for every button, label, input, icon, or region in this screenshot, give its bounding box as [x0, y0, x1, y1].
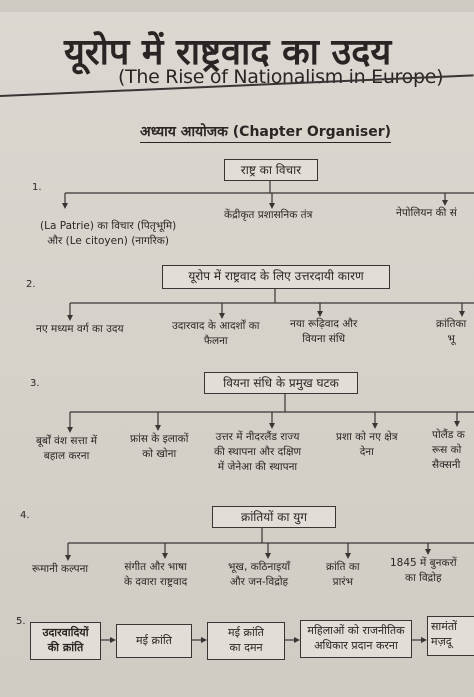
section-2-item-3-line-2: वियना संधि — [302, 333, 346, 345]
section-1-heading-box — [224, 159, 318, 181]
section-3-item-3 — [214, 430, 301, 475]
section-4-item-1-line-1: रूमानी कल्पना — [32, 563, 89, 575]
page-title: यूरोप में राष्ट्रवाद का उदय — [64, 32, 392, 73]
section-3-item-3-line-1: उत्तर में नीदरलैंड राज्य — [215, 431, 300, 443]
flow-step-2-line-1: मई क्रांति — [136, 634, 172, 647]
section-2-item-3-line-1: नया रूढ़िवाद और — [290, 318, 358, 330]
section-3-item-5-line-2: रूस को — [432, 444, 462, 456]
section-2-item-1-line-1: नए मध्यम वर्ग का उदय — [36, 323, 124, 335]
section-3-item-4-line-1: प्रशा को नए क्षेत्र — [336, 431, 398, 443]
section-4-item-3 — [228, 560, 290, 590]
section-2-number: 2. — [26, 279, 36, 290]
flow-step-1-line-1: उदारवादियों — [42, 626, 89, 639]
section-3-number: 3. — [30, 378, 40, 389]
flow-step-1-line-2: की क्रांति — [47, 641, 84, 654]
section-4-heading: क्रांतियों का युग — [240, 510, 307, 524]
section-4-item-4 — [326, 560, 360, 590]
section-1-heading: राष्ट्र का विचार — [240, 163, 302, 177]
section-3-item-4-line-2: देना — [359, 446, 374, 458]
flow-step-3-line-2: का दमन — [229, 641, 263, 654]
section-4-item-1 — [32, 562, 88, 577]
section-1-item-2 — [224, 208, 312, 223]
section-3-heading-box — [204, 372, 358, 394]
section-3-item-2-line-1: फ्रांस के इलाकों — [130, 433, 189, 445]
section-3-item-4 — [336, 430, 398, 460]
section-4-item-5 — [390, 556, 457, 586]
flow-step-4-line-2: अधिकार प्रदान करना — [314, 639, 398, 652]
section-3-item-1-line-2: बहाल करना — [43, 450, 90, 462]
section-3-item-3-line-3: में जेनेआ की स्थापना — [217, 461, 298, 473]
section-3-item-2-line-2: को खोना — [142, 448, 177, 460]
section-3-item-2 — [130, 432, 188, 462]
section-4-item-2 — [124, 560, 187, 590]
flow-step-4-line-1: महिलाओं को राजनीतिक — [307, 624, 405, 637]
section-4-item-3-line-1: भूख, कठिनाइयाँ — [228, 561, 291, 573]
page-subtitle: (The Rise of Nationalism in Europe) — [118, 66, 444, 88]
section-1-number: 1. — [32, 182, 42, 193]
flow-step-4 — [300, 620, 412, 658]
section-4-item-3-line-2: और जन-विद्रोह — [229, 576, 289, 588]
flow-step-2 — [116, 624, 192, 658]
section-2-item-4-line-1: क्रांतिका — [436, 318, 467, 330]
section-3-item-5-line-3: सैक्सनी — [432, 459, 461, 471]
section-4-item-4-line-1: क्रांति का — [326, 561, 360, 573]
section-4-number: 4. — [20, 510, 30, 521]
flow-step-3-line-1: मई क्रांति — [228, 626, 264, 639]
section-1-item-1-line-2: और (Le citoyen) (नागरिक) — [47, 235, 169, 247]
section-2-item-4-line-2: भू — [447, 333, 455, 345]
section-2-item-2-line-1: उदारवाद के आदर्शों का — [172, 320, 260, 332]
section-2-item-1 — [36, 322, 124, 337]
section-1-item-3 — [396, 206, 457, 221]
section-1-item-1-line-1: (La Patrie) का विचार (पितृभूमि) — [40, 220, 177, 232]
flow-step-5-line-2: मज़दू — [431, 635, 452, 648]
section-5-number: 5. — [16, 616, 26, 627]
flow-step-5 — [427, 616, 474, 656]
section-2-heading-box — [162, 265, 390, 289]
chapter-organiser-heading: अध्याय आयोजक (Chapter Organiser) — [140, 122, 391, 143]
section-3-item-1-line-1: बूर्बों वंश सत्ता में — [36, 435, 98, 447]
section-1-item-3-line-1: नेपोलियन की सं — [396, 207, 457, 219]
flow-step-1 — [30, 622, 101, 660]
section-2-item-2 — [172, 319, 260, 349]
section-4-item-4-line-2: प्रारंभ — [332, 576, 353, 588]
flow-step-5-line-1: सामंतों — [431, 620, 457, 633]
section-3-heading: वियना संधि के प्रमुख घटक — [223, 376, 339, 390]
section-2-item-4 — [436, 317, 466, 347]
section-4-item-2-line-2: के दवारा राष्ट्रवाद — [124, 576, 188, 588]
section-2-item-3 — [290, 317, 357, 347]
section-3-item-3-line-2: की स्थापना और दक्षिण — [214, 446, 302, 458]
section-4-item-5-line-2: का विद्रोह — [405, 572, 442, 584]
section-1-item-2-line-1: केंद्रीकृत प्रशासनिक तंत्र — [224, 209, 313, 221]
section-3-item-1 — [36, 434, 97, 464]
section-2-heading: यूरोप में राष्ट्रवाद के लिए उत्तरदायी कारण — [188, 269, 364, 283]
section-3-item-5-line-1: पोलैंड क — [432, 429, 465, 441]
section-3-item-5 — [432, 428, 465, 473]
section-1-item-1 — [40, 219, 176, 249]
flow-step-3 — [207, 622, 285, 660]
section-2-item-2-line-2: फैलना — [203, 335, 228, 347]
section-4-item-5-line-1: 1845 में बुनकरों — [390, 557, 457, 569]
section-4-item-2-line-1: संगीत और भाषा — [124, 561, 187, 573]
section-4-heading-box — [212, 506, 336, 528]
